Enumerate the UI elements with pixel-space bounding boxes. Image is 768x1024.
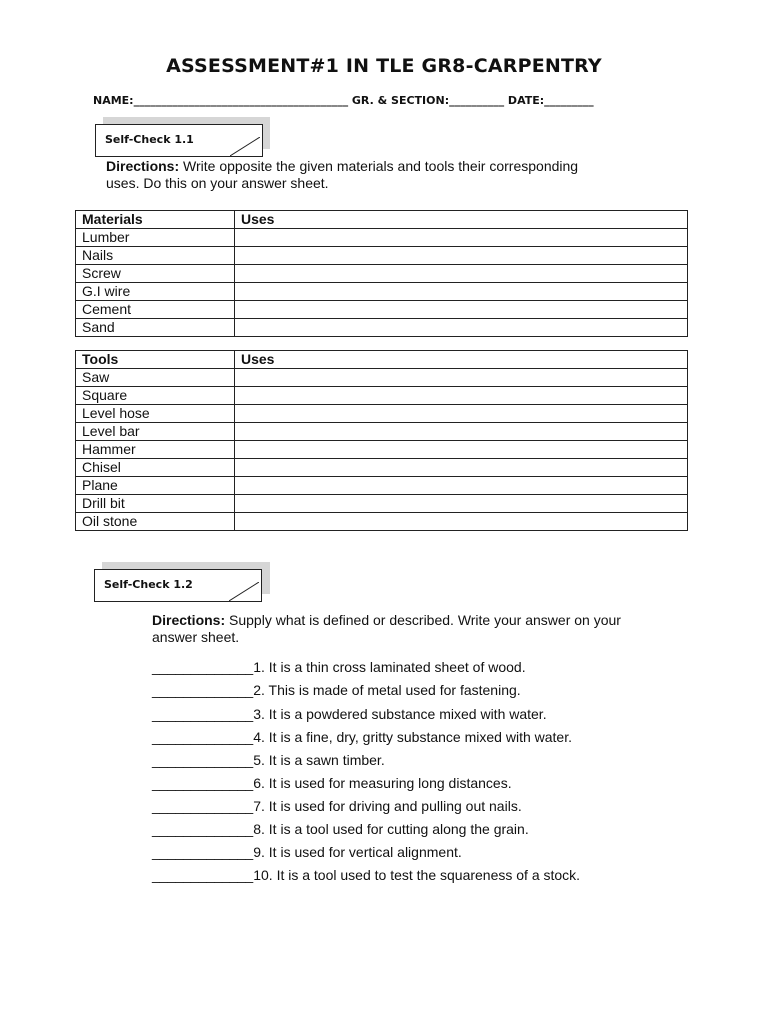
table-row: [76, 513, 688, 531]
uses-answer-cell: [235, 441, 688, 459]
tool-cell: Hammer: [76, 441, 235, 459]
question-item: _____________5. It is a sawn timber.: [152, 752, 385, 768]
question-item: _____________10. It is a tool used to test the squareness of a stock.: [152, 867, 581, 883]
self-check-1-label: Self-Check 1.1: [105, 133, 194, 146]
table-row: [76, 495, 688, 513]
folded-corner-icon: [230, 137, 260, 157]
directions-label: Directions:: [152, 612, 226, 628]
tool-cell: Chisel: [76, 459, 235, 477]
uses-answer-cell: [235, 495, 688, 513]
table-header-row: [76, 351, 688, 369]
table-row: [76, 369, 688, 387]
uses-answer-cell: [235, 301, 688, 319]
directions-text: Write opposite the given materials and tools their corresponding uses. Do this on your answer sheet.: [106, 158, 579, 191]
material-cell: Screw: [76, 265, 235, 283]
table-row: [76, 405, 688, 423]
question-item: _____________6. It is used for measuring long distances.: [152, 775, 512, 791]
question-item: _____________4. It is a fine, dry, gritty substance mixed with water.: [152, 729, 572, 745]
uses-answer-cell: [235, 513, 688, 531]
materials-table: [75, 210, 688, 337]
table-row: [76, 283, 688, 301]
tool-cell: Plane: [76, 477, 235, 495]
table-row: [76, 265, 688, 283]
material-cell: Sand: [76, 319, 235, 337]
material-cell: G.I wire: [76, 283, 235, 301]
directions-text: Supply what is defined or described. Write your answer on your answer sheet.: [152, 612, 621, 645]
table-row: [76, 459, 688, 477]
table-row: [76, 423, 688, 441]
uses-answer-cell: [235, 423, 688, 441]
uses-answer-cell: [235, 459, 688, 477]
self-check-2-tab: [94, 569, 262, 602]
question-item: _____________9. It is used for vertical alignment.: [152, 844, 462, 860]
material-cell: Nails: [76, 247, 235, 265]
self-check-2-label: Self-Check 1.2: [104, 578, 193, 591]
self-check-1-directions: [106, 158, 606, 192]
uses-answer-cell: [235, 247, 688, 265]
table-row: [76, 319, 688, 337]
tool-cell: Saw: [76, 369, 235, 387]
table-header-row: [76, 211, 688, 229]
uses-answer-cell: [235, 283, 688, 301]
uses-header: Uses: [235, 351, 688, 369]
question-item: _____________8. It is a tool used for cutting along the grain.: [152, 821, 529, 837]
material-cell: Lumber: [76, 229, 235, 247]
tool-cell: Level bar: [76, 423, 235, 441]
question-item: _____________3. It is a powdered substance mixed with water.: [152, 706, 547, 722]
uses-answer-cell: [235, 405, 688, 423]
uses-answer-cell: [235, 319, 688, 337]
uses-header: Uses: [235, 211, 688, 229]
tools-header: Tools: [76, 351, 235, 369]
material-cell: Cement: [76, 301, 235, 319]
uses-answer-cell: [235, 477, 688, 495]
tool-cell: Drill bit: [76, 495, 235, 513]
uses-answer-cell: [235, 387, 688, 405]
tool-cell: Level hose: [76, 405, 235, 423]
table-row: [76, 301, 688, 319]
table-row: [76, 441, 688, 459]
self-check-1-tab: [95, 124, 263, 157]
page-title: ASSESSMENT#1 IN TLE GR8-CARPENTRY: [166, 55, 602, 77]
student-info-line: NAME:_______________________________________ GR. & SECTION:__________ DATE:_________: [93, 94, 594, 107]
folded-corner-icon: [229, 582, 259, 602]
directions-label: Directions:: [106, 158, 180, 174]
materials-header: Materials: [76, 211, 235, 229]
self-check-2-directions: [152, 612, 642, 646]
question-item: _____________1. It is a thin cross laminated sheet of wood.: [152, 659, 526, 675]
question-item: _____________7. It is used for driving and pulling out nails.: [152, 798, 522, 814]
uses-answer-cell: [235, 369, 688, 387]
table-row: [76, 247, 688, 265]
uses-answer-cell: [235, 229, 688, 247]
table-row: [76, 229, 688, 247]
tools-table: [75, 350, 688, 531]
tool-cell: Oil stone: [76, 513, 235, 531]
table-row: [76, 477, 688, 495]
tool-cell: Square: [76, 387, 235, 405]
uses-answer-cell: [235, 265, 688, 283]
question-item: _____________2. This is made of metal used for fastening.: [152, 682, 521, 698]
table-row: [76, 387, 688, 405]
